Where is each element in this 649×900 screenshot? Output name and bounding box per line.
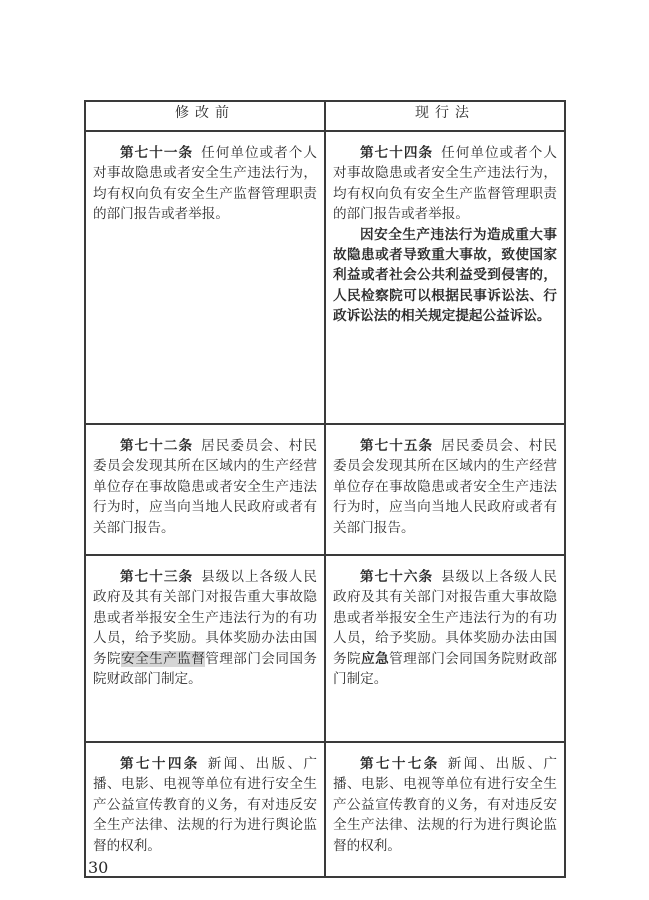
old-article-cell (85, 742, 325, 877)
header-current-law: 现行法 (325, 101, 565, 131)
old-article-cell (85, 424, 325, 555)
article-number: 第七十三条 (120, 569, 194, 585)
article-number: 第七十五条 (360, 438, 434, 454)
table-row (85, 131, 565, 424)
article-paragraph (93, 143, 317, 225)
article-text-continued: 管理部门会同国务院财政部门制定。 (93, 650, 318, 688)
table-row (85, 555, 565, 742)
article-number: 第七十六条 (360, 569, 434, 585)
article-text: 县级以上各级人民政府及其有关部门对报告重大事故隐患或者举报安全生产违法行为的有功人员，给予奖励。具体奖励办法由国务院 (333, 569, 558, 667)
article-text: 任何单位或者个人对事故隐患或者安全生产违法行为，均有权向负有安全生产监督管理职责的部门报告或者举报。 (93, 145, 318, 223)
article-paragraph (93, 754, 317, 856)
table-row (85, 424, 565, 555)
new-article-cell (325, 424, 565, 555)
article-number: 第七十二条 (120, 438, 194, 454)
table-row (85, 742, 565, 877)
emphasized-new-text: 应急 (361, 650, 390, 667)
article-paragraph (333, 143, 557, 225)
article-paragraph (93, 436, 317, 538)
article-number: 第七十一条 (120, 145, 194, 161)
page-number: 30 (88, 858, 109, 877)
old-article-cell (85, 555, 325, 742)
new-article-cell (325, 742, 565, 877)
old-article-cell (85, 131, 325, 424)
article-text: 新闻、出版、广播、电影、电视等单位有进行安全生产公益宣传教育的义务，有对违反安全生产法律、法规的行为进行舆论监督的权利。 (93, 756, 318, 854)
new-article-cell (325, 131, 565, 424)
article-paragraph (333, 567, 557, 689)
article-number: 第七十七条 (360, 756, 440, 772)
article-text: 任何单位或者个人对事故隐患或者安全生产违法行为，均有权向负有安全生产监督管理职责的部门报告或者举报。 (333, 145, 558, 223)
comparison-table (84, 100, 566, 878)
new-article-cell (325, 555, 565, 742)
article-number: 第七十四条 (360, 145, 434, 161)
header-before-revision: 修改前 (85, 101, 325, 131)
article-paragraph (93, 567, 317, 689)
added-paragraph: 因安全生产违法行为造成重大事故隐患或者导致重大事故，致使国家利益或者社会公共利益受到侵害的，人民检察院可以根据民事诉讼法、行政诉讼法的相关规定提起公益诉讼。 (333, 226, 557, 325)
table-header-row (85, 101, 565, 131)
article-text: 县级以上各级人民政府及其有关部门对报告重大事故隐患或者举报安全生产违法行为的有功人员，给予奖励。具体奖励办法由国务院 (93, 569, 318, 667)
article-number: 第七十四条 (120, 756, 200, 772)
article-text-continued: 管理部门会同国务院财政部门制定。 (333, 650, 558, 688)
highlighted-deleted-text: 安全生产监督 (121, 650, 206, 667)
article-text: 居民委员会、村民委员会发现其所在区域内的生产经营单位存在事故隐患或者安全生产违法行为时，应当向当地人民政府或者有关部门报告。 (93, 438, 318, 536)
article-text: 新闻、出版、广播、电影、电视等单位有进行安全生产公益宣传教育的义务，有对违反安全生产法律、法规的行为进行舆论监督的权利。 (333, 756, 558, 854)
article-paragraph (333, 436, 557, 538)
article-text: 居民委员会、村民委员会发现其所在区域内的生产经营单位存在事故隐患或者安全生产违法行为时，应当向当地人民政府或者有关部门报告。 (333, 438, 558, 536)
article-paragraph (333, 754, 557, 856)
